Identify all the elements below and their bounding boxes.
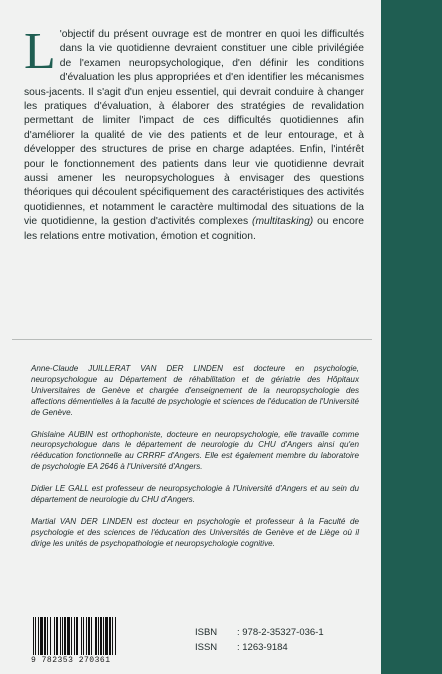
isbn-row <box>195 625 324 640</box>
green-side-band <box>381 0 442 674</box>
abstract-text-end: ou encore les relations entre motivation, émotion et cognition. <box>24 216 364 242</box>
barcode-digits: 9 782353 270361 <box>31 656 111 665</box>
barcode <box>31 617 149 665</box>
isbn-value: : 978-2-35327-036-1 <box>237 627 324 638</box>
isbn-block <box>195 625 324 655</box>
drop-cap: L <box>24 23 56 80</box>
bio-juillerat: Anne-Claude JUILLERAT VAN DER LINDEN est docteure en psychologie, neuropsychologue au Département de réhabilitation et de gériatrie des Hôpitaux Universitaires de Genève et chargée d'enseignement de la neuropsychologie des affections démentielles à la faculté de psychologie et sciences de l'éducation de l'Université de Genève. <box>31 364 359 417</box>
abstract <box>24 23 364 244</box>
abstract-text-italic: (multitasking) <box>252 216 314 228</box>
abstract-text <box>24 23 364 244</box>
isbn-label: ISBN <box>195 627 218 638</box>
issn-label: ISSN <box>195 642 218 653</box>
divider-top <box>12 339 372 340</box>
author-bios <box>31 364 359 561</box>
barcode-bars <box>31 617 149 655</box>
bio-aubin: Ghislaine AUBIN est orthophoniste, docteure en neuropsychologie, elle travaille comme neuropsychologue dans le département de neurologie du CHU d'Angers ainsi qu'en rééducation fonctionnelle au CRRRF d'Angers. Elle est également membre du laboratoire de psychologie EA 2646 à l'Université d'Angers. <box>31 429 359 472</box>
issn-value: : 1263-9184 <box>237 642 288 653</box>
bio-van-der-linden: Martial VAN DER LINDEN est docteur en psychologie et professeur à la Faculté de psychologie et des sciences de l'éducation des Universités de Genève et de Liège où il dirige les unités de psychopathologie et neuropsychologie cognitive. <box>31 516 359 548</box>
issn-row <box>195 640 324 655</box>
abstract-text-main: 'objectif du présent ouvrage est de montrer en quoi les difficultés dans la vie quotidienne devraient constituer une cible privilégiée de l'examen neuropsychologique, d'en définir les conditions d'évaluation les plus appropriées et d'en identifier les mécanismes sous-jacents. Il s'agit d'un enjeu essentiel, qui devrait conduire à changer les pratiques d'évaluation, à élaborer des stratégies de revalidation permettant de limiter l'impact de ces difficultés quotidiennes afin d'améliorer la qualité de vie des patients et de leur entourage, et à développer des structures de prise en charge adaptées. Enfin, l'intérêt pour le fonctionnement des patients dans leur vie quotidienne devrait aussi amener les neuropsychologues à envisager des questions théoriques qui découlent spécifiquement des caractéristiques des activités quotidiennes, et notamment le caractère multimodal des situations de la vie quotidienne, la gestion d'activités complexes <box>24 29 364 228</box>
bio-le-gall: Didier LE GALL est professeur de neuropsychologie à l'Université d'Angers et au sein du département de neurologie du CHU d'Angers. <box>31 484 359 505</box>
